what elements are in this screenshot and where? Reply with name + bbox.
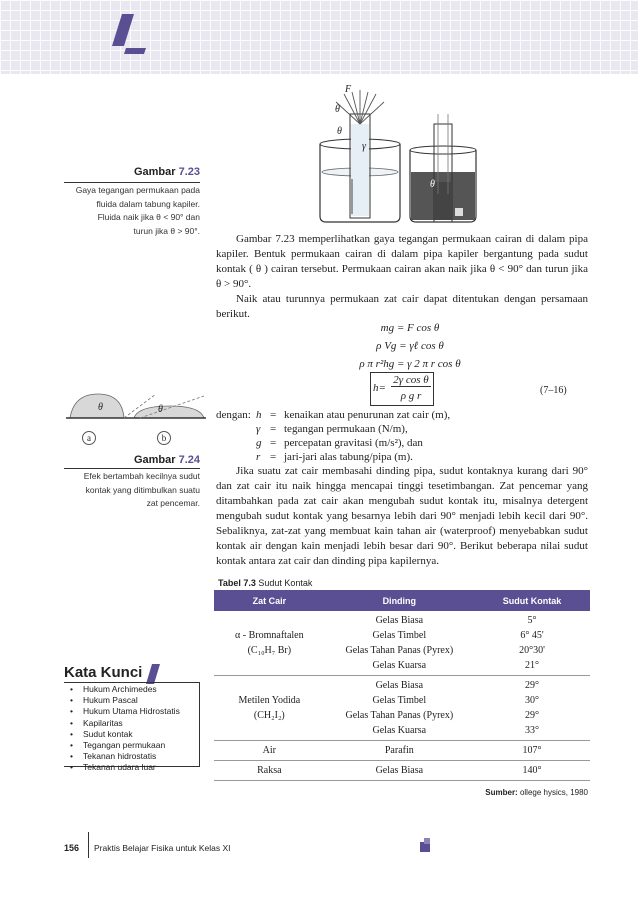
key-term-item: • Tekanan udara luar: [70, 762, 180, 773]
table-cell-liquid: Air: [214, 741, 325, 761]
fig723-caption-line: Gaya tegangan permukaan pada: [75, 185, 200, 195]
equation-4-box: [370, 372, 434, 406]
fig723-label-theta2: θ: [337, 126, 342, 137]
key-term-item: • Hukum Archimedes: [70, 684, 180, 695]
key-terms-border-right: [199, 682, 200, 766]
angle-item: 6° 45': [520, 630, 544, 641]
fig724-label-b: b: [157, 431, 171, 445]
fig724-caption-text: [40, 470, 200, 511]
fig723-caption-title: [60, 166, 200, 178]
angle-item: 29°: [524, 680, 539, 691]
angle-item: 20°30': [519, 645, 545, 656]
liquid-name: α - Bromnaftalen: [235, 630, 304, 641]
table-cell-liquid: [214, 611, 325, 676]
paragraph-3: Jika suatu zat cair membasahi dinding pipa, sudut kontaknya kurang dari 90° dan zat cair itu naik hingga mencapai tinggi tesetimbangan. Zat pencemar yang ditambahkan pada zat cair akan mengubah sudut kontak itu, misalnya detergent mengubah sudut kontak yang besarnya lebih dari 90° menjadi lebih kecil dari 90°. Sebaliknya, zat-zat yang membuat kain tahan air (waterproof) menyebabkan sudut kontak air dengan kain menjadi lebih besar dari 90°. Berikut beberapa nilai sudut kontak antara zat cair dan dinding pipa kapilernya.: [216, 465, 588, 567]
definition-symbol: r: [256, 451, 261, 463]
fig724-caption-line: zat pencemar.: [146, 498, 200, 508]
fig723-caption-rule: [64, 182, 200, 183]
wall-item: Gelas Tahan Panas (Pyrex): [345, 710, 454, 721]
fig723-label-theta1: θ: [335, 104, 340, 115]
definition-text: tegangan permukaan (N/m),: [284, 423, 408, 435]
key-terms-list: [70, 684, 180, 774]
equation-2: ρ Vg = γℓ cos θ: [376, 340, 444, 352]
table-row: [214, 761, 590, 781]
page-number: 156: [64, 843, 80, 853]
wall-item: Gelas Timbel: [372, 630, 427, 641]
table-row: [214, 676, 590, 741]
definition-equals: =: [270, 451, 277, 463]
definition-prefix: [216, 436, 256, 450]
angle-item: 5°: [527, 615, 537, 626]
angle-item: 30°: [524, 695, 539, 706]
definition-equals: =: [270, 437, 277, 449]
liquid-formula: (C₁₀H₇ Br): [247, 645, 292, 656]
table-header-row: [214, 590, 590, 611]
equation-4-denominator: ρ g r: [400, 390, 422, 402]
table-cell-liquid: Raksa: [214, 761, 325, 781]
key-terms-title: Kata Kunci: [64, 664, 143, 681]
definition-prefix: [216, 422, 256, 436]
key-term-item: • Kapilaritas: [70, 718, 180, 729]
wall-item: Gelas Kuarsa: [372, 725, 427, 736]
table-header-angle: Sudut Kontak: [474, 590, 590, 611]
variable-definitions: [216, 408, 588, 464]
table-title-text: Sudut Kontak: [258, 578, 313, 588]
table-header-wall: Dinding: [325, 590, 474, 611]
definition-prefix: [216, 450, 256, 464]
equation-4-lhs: h=: [373, 382, 386, 394]
fig724-caption-line: kontak yang ditimbulkan suatu: [85, 484, 200, 495]
footer-square-small-icon: [424, 838, 430, 844]
key-term-item: • Hukum Utama Hidrostatis: [70, 706, 180, 717]
key-term-item: • Tegangan permukaan: [70, 740, 180, 751]
table-cell-angles: [474, 676, 590, 741]
table-cell-walls: [325, 611, 474, 676]
fig723-label-theta3: θ: [430, 179, 435, 190]
key-term-item: • Sudut kontak: [70, 729, 180, 740]
header-grid-pattern: [0, 0, 638, 74]
fig723-caption-line: Fluida naik jika θ < 90° dan: [97, 212, 200, 222]
fig724-caption-line: Efek bertambah kecilnya sudut: [83, 471, 200, 481]
fig724-caption-title: [60, 454, 200, 466]
fig723-label-f: F: [345, 84, 352, 95]
definition-row: [216, 408, 588, 422]
fig723-caption-num: 7.23: [178, 166, 200, 178]
table-cell-walls: Parafin: [325, 741, 474, 761]
fig723-caption-line: turun jika θ > 90°.: [133, 225, 200, 236]
wall-item: Gelas Timbel: [372, 695, 427, 706]
wall-item: Gelas Biasa: [375, 680, 424, 691]
footer-book-title: Praktis Belajar Fisika untuk Kelas XI: [94, 843, 231, 853]
equation-1: mg = F cos θ: [380, 322, 440, 334]
equation-number: (7–16): [540, 385, 567, 396]
fig724-caption-rule: [64, 468, 200, 469]
table-source-label: Sumber:: [485, 788, 518, 797]
fig724-label-a: a: [82, 431, 96, 445]
definition-text: jari-jari alas tabung/pipa (m).: [284, 451, 413, 463]
definition-text: percepatan gravitasi (m/s²), dan: [284, 437, 423, 449]
equation-3: ρ π r²hg = γ 2 π r cos θ: [359, 358, 461, 370]
body-paragraph-3-container: [216, 464, 588, 569]
body-intro: [216, 232, 588, 322]
liquid-formula: (CH₂I₂): [253, 710, 285, 721]
key-terms-slash-icon: [146, 664, 164, 684]
definition-prefix: dengan:: [216, 409, 251, 421]
key-term-item: • Hukum Pascal: [70, 695, 180, 706]
fig724-caption-word: Gambar: [133, 454, 176, 466]
wall-item: Gelas Biasa: [375, 615, 424, 626]
definition-text: kenaikan atau penurunan zat cair (m),: [284, 409, 451, 421]
wall-item: Gelas Kuarsa: [372, 660, 427, 671]
table-cell-angles: [474, 611, 590, 676]
fig723-label-gamma: γ: [362, 141, 366, 152]
table-cell-walls: Gelas Biasa: [325, 761, 474, 781]
table-cell-angles: 140°: [474, 761, 590, 781]
definition-row: [216, 450, 588, 464]
wall-item: Gelas Tahan Panas (Pyrex): [345, 645, 454, 656]
chapter-slash-icon: [112, 14, 146, 58]
key-term-item: • Tekanan hidrostatis: [70, 751, 180, 762]
definition-symbol: h: [256, 409, 262, 421]
angle-item: 29°: [524, 710, 539, 721]
table-title-label: Tabel 7.3: [218, 578, 256, 588]
footer-divider: [88, 832, 89, 858]
table-source-text: ollege hysics, 1980: [519, 788, 588, 797]
table-cell-liquid: [214, 676, 325, 741]
table-header-liquid: Zat Cair: [214, 590, 325, 611]
definition-row: [216, 436, 588, 450]
contact-angle-table: [214, 590, 590, 781]
paragraph-1: Gambar 7.23 memperlihatkan gaya tegangan permukaan cairan di dalam pipa kapiler. Bentuk permukaan cairan di dalam pipa kapiler bergantung pada sudut kontak ( θ ) cairan tersebut. Permukaan cairan akan naik jika θ < 90° dan turun jika θ > 90°.: [216, 233, 588, 290]
key-terms-rule: [64, 682, 200, 683]
table-cell-walls: [325, 676, 474, 741]
definition-symbol: γ: [256, 423, 261, 435]
fig723-caption-word: Gambar: [133, 166, 176, 178]
definition-equals: =: [270, 423, 277, 435]
fig724-caption-num: 7.24: [178, 454, 200, 466]
table-source: [440, 788, 588, 797]
liquid-name: Metilen Yodida: [238, 695, 301, 706]
angle-item: 33°: [524, 725, 539, 736]
fig723-caption-line: fluida dalam tabung kapiler.: [96, 198, 200, 209]
fig723-caption-text: [40, 184, 200, 238]
fig724-label-theta-a: θ: [98, 402, 103, 413]
table-title: [218, 578, 312, 588]
angle-item: 21°: [524, 660, 539, 671]
paragraph-2: Naik atau turunnya permukaan zat cair dapat ditentukan dengan persamaan berikut.: [216, 293, 588, 320]
fig724-label-theta-b: θ: [158, 404, 163, 415]
table-row: [214, 611, 590, 676]
equation-4-numerator: 2γ cos θ: [391, 374, 431, 387]
definition-symbol: g: [256, 437, 262, 449]
definition-equals: =: [270, 409, 277, 421]
table-cell-angles: 107°: [474, 741, 590, 761]
definition-row: [216, 422, 588, 436]
table-row: [214, 741, 590, 761]
